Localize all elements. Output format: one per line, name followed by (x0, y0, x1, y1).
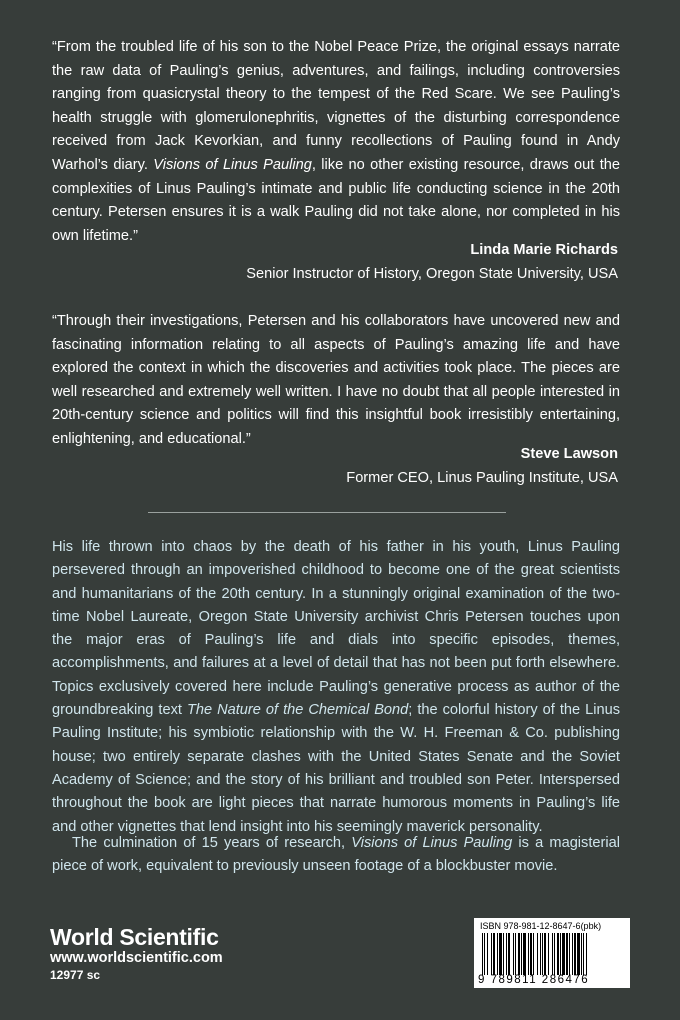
barcode-bar (508, 933, 510, 975)
endorsement-name-2: Steve Lawson (520, 446, 618, 462)
book-title-italic: Visions of Linus Pauling (351, 835, 513, 851)
barcode-bar (544, 933, 546, 975)
quote-text: , like no other existing resource, draws out the complexities of Linus Pauling’s intimate and public life conducting science in the 20th century. Petersen ensures it is a walk Pauling did not take alone, nor completed in his own lifetime.” (52, 156, 620, 244)
barcode-bar (581, 933, 582, 975)
barcode-bar (521, 933, 522, 975)
barcode-bar (574, 933, 576, 975)
barcode-bar (540, 933, 541, 975)
barcode-bar (560, 933, 561, 975)
publisher-name: World Scientific (50, 924, 219, 950)
endorsement-title-1: Senior Instructor of History, Oregon State University, USA (246, 266, 618, 282)
barcode-bar (497, 933, 498, 975)
barcode-digits: 9 789811 286476 (478, 974, 590, 986)
barcode-bar (523, 933, 526, 975)
barcode-bar (487, 933, 488, 975)
barcode-bar (537, 933, 538, 975)
barcode-bar (499, 933, 502, 975)
barcode-bar (503, 933, 504, 975)
endorsement-quote-1 (52, 36, 620, 248)
barcode-bar (552, 933, 553, 975)
book-title-italic: The Nature of the Chemical Bond (186, 702, 409, 719)
barcode-bar (533, 933, 534, 975)
endorsement-name-1: Linda Marie Richards (470, 242, 618, 258)
barcode-bar (554, 933, 555, 975)
publisher-website: www.worldscientific.com (50, 950, 223, 966)
barcode-bar (530, 933, 532, 975)
endorsement-quote-2: “Through their investigations, Petersen and his collaborators have uncovered new and fascinating information relating to all aspects of Pauling’s amazing life and have explored the context in which the discoveries and activities took place. The pieces are well researched and extremely well written. I have no doubt that all people interested in 20th-century science and politics will find this insightful book irresistibly entertaining, enlightening, and educational.” (52, 313, 620, 447)
barcode-panel (474, 918, 630, 988)
barcode-bar (482, 933, 483, 975)
isbn-label: ISBN 978-981-12-8647-6(pbk) (480, 921, 602, 931)
barcode-image (480, 933, 624, 975)
book-title-italic: Visions of Linus Pauling (153, 156, 312, 173)
barcode-bar (484, 933, 485, 975)
barcode-bar (586, 933, 587, 975)
barcode-bar (491, 933, 492, 975)
barcode-bar (513, 933, 514, 975)
barcode-bar (569, 933, 570, 975)
endorsement-title-2: Former CEO, Linus Pauling Institute, USA (346, 470, 618, 486)
barcode-bar (518, 933, 520, 975)
description-paragraph-1 (52, 536, 620, 839)
barcode-bar (493, 933, 495, 975)
barcode-bar (577, 933, 580, 975)
description-text: The culmination of 15 years of research, (72, 835, 352, 851)
section-divider (148, 512, 506, 513)
barcode-bar (542, 933, 543, 975)
description-paragraph-2 (52, 832, 620, 879)
barcode-bar (557, 933, 559, 975)
barcode-bar (515, 933, 516, 975)
barcode-bar (583, 933, 584, 975)
barcode-bar (548, 933, 549, 975)
description-text: His life thrown into chaos by the death of his father in his youth, Linus Pauling persevered through an impoverished childhood to become one of the great scientists and humanitarians of the 20th century. In a stunningly original examination of the two-time Nobel Laureate, Oregon State University archivist Chris Petersen touches upon the major eras of Pauling’s life and dials into specific episodes, themes, accomplishments, and failures at a level of detail that has not been put forth elsewhere. Topics exclusively covered here include Pauling’s generative process as author of the groundbreaking text (52, 539, 620, 719)
barcode-bar (562, 933, 565, 975)
barcode-bar (566, 933, 568, 975)
quote-text: “From the troubled life of his son to the Nobel Peace Prize, the original essays narrate the raw data of Pauling’s genius, adventures, and failings, including controversies ranging from quasicrystal theory to the tempest of the Red Scare. We see Pauling’s health struggle with glomerulonephritis, vignettes of the disturbing correspondence received from Jack Kevorkian, and funny recollections of Pauling found in Andy Warhol’s diary. (52, 39, 620, 173)
description-text: ; the colorful history of the Linus Pauling Institute; his symbiotic relationship with the W. H. Freeman & Co. publishing house; two entirely separate clashes with the United States Senate and the Soviet Academy of Science; and the story of his brilliant and troubled son Peter. Interspersed throughout the book are light pieces that narrate humorous moments in Pauling’s life and other vignettes that lend insight into his seemingly maverick personality. (52, 702, 621, 835)
barcode-bar (506, 933, 507, 975)
barcode-bar (572, 933, 573, 975)
barcode-bar (528, 933, 529, 975)
description-text: is a magisterial piece of work, equivalent to previously unseen footage of a blockbuster movie. (52, 835, 620, 875)
catalog-code: 12977 sc (50, 968, 101, 982)
